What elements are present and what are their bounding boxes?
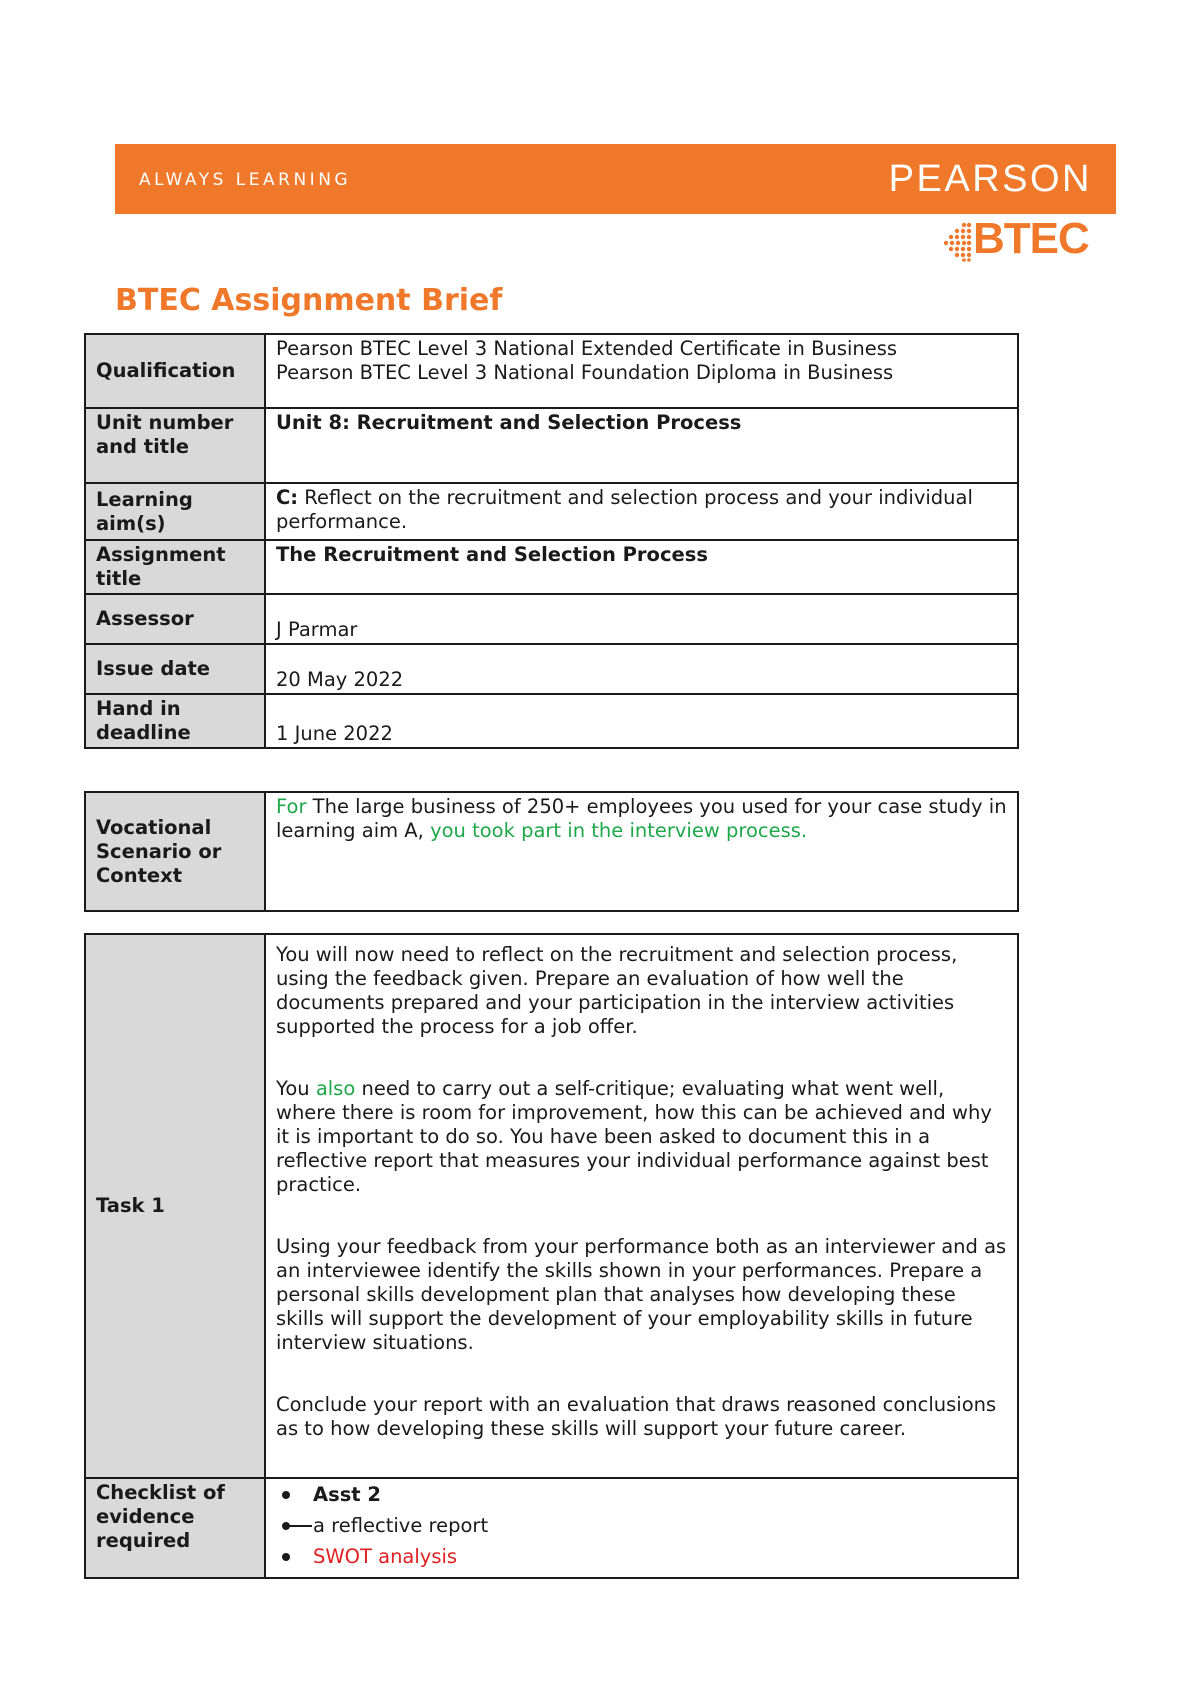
checklist-item-text: a reflective report — [313, 1514, 489, 1537]
task-content — [265, 934, 1018, 1478]
table-row — [85, 644, 1018, 694]
issue-date-value: 20 May 2022 — [265, 644, 1018, 694]
bullet-icon — [282, 1491, 290, 1499]
details-table — [84, 333, 1019, 749]
qualification-label: Qualification — [85, 334, 265, 408]
task-paragraph: You will now need to reflect on the recruitment and selection process, using the feedback given. Prepare an evaluation of how well the documents prepared and your participation in the interview activities supported the process for a job offer. — [276, 943, 958, 1038]
qualification-line: Pearson BTEC Level 3 National Foundation Diploma in Business — [276, 361, 894, 384]
bullet-icon — [282, 1553, 290, 1561]
unit-value: Unit 8: Recruitment and Selection Process — [265, 408, 1018, 483]
assessor-value: J Parmar — [265, 594, 1018, 644]
checklist-item-text: SWOT analysis — [313, 1545, 458, 1568]
header-banner — [115, 144, 1116, 214]
btec-dots-icon — [943, 222, 973, 262]
aim-prefix: C: — [276, 486, 299, 509]
scenario-green-text: For — [276, 795, 307, 818]
assignment-title-value: The Recruitment and Selection Process — [265, 540, 1018, 594]
task-green-text: also — [315, 1077, 356, 1100]
table-row — [85, 408, 1018, 483]
task-paragraph — [276, 1077, 1007, 1197]
btec-wordmark: BTEC — [973, 214, 1089, 263]
issue-date-label: Issue date — [85, 644, 265, 694]
scenario-green-text: you took part in the interview process. — [430, 819, 808, 842]
task-paragraph: Conclude your report with an evaluation that draws reasoned conclusions as to how developing these skills will support your future career. — [276, 1393, 997, 1440]
table-row — [85, 540, 1018, 594]
table-row — [85, 334, 1018, 408]
checklist-label: Checklist of evidence required — [85, 1478, 265, 1578]
task-label: Task 1 — [85, 934, 265, 1478]
table-row — [85, 792, 1018, 911]
assessor-label: Assessor — [85, 594, 265, 644]
checklist-content — [265, 1478, 1018, 1578]
learning-aim-value — [265, 483, 1018, 540]
table-row — [85, 594, 1018, 644]
checklist — [276, 1479, 1007, 1572]
task-text: You — [276, 1077, 316, 1100]
task-paragraph: Using your feedback from your performance both as an interviewer and as an interviewee identify the skills shown in your performances. Prepare a personal skills development plan that analyses how developing these skills will support the development of your employability skills in future interview situations. — [276, 1235, 1007, 1354]
dash-icon — [286, 1525, 312, 1527]
page-title: BTEC Assignment Brief — [115, 283, 503, 318]
scenario-text — [265, 792, 1018, 911]
table-row — [85, 694, 1018, 748]
btec-logo — [943, 214, 1093, 266]
learning-aim-label: Learning aim(s) — [85, 483, 265, 540]
pearson-logo: PEARSON — [888, 158, 1092, 200]
unit-label: Unit number and title — [85, 408, 265, 483]
tagline: ALWAYS LEARNING — [139, 170, 352, 190]
scenario-label: Vocational Scenario or Context — [85, 792, 265, 911]
list-item — [276, 1479, 1007, 1510]
table-row — [85, 483, 1018, 540]
checklist-item-text: Asst 2 — [313, 1483, 381, 1506]
aim-text: Reflect on the recruitment and selection process and your individual performance. — [276, 486, 973, 533]
list-item — [276, 1541, 1007, 1572]
scenario-table — [84, 791, 1019, 912]
table-row — [85, 1478, 1018, 1578]
table-row — [85, 934, 1018, 1478]
qualification-line: Pearson BTEC Level 3 National Extended Certificate in Business — [276, 337, 898, 360]
task-text: need to carry out a self-critique; evaluating what went well, where there is room for improvement, how this can be achieved and why it is important to do so. You have been asked to document this in a reflective report that measures your individual performance against best practice. — [276, 1077, 992, 1196]
deadline-value: 1 June 2022 — [265, 694, 1018, 748]
deadline-label: Hand in deadline — [85, 694, 265, 748]
list-item — [276, 1510, 1007, 1541]
task-table — [84, 933, 1019, 1579]
scenario-main-text: The large business of 250+ employees you used for your case study in learning aim A, — [276, 795, 1007, 842]
assignment-title-label: Assignment title — [85, 540, 265, 594]
qualification-value — [265, 334, 1018, 408]
